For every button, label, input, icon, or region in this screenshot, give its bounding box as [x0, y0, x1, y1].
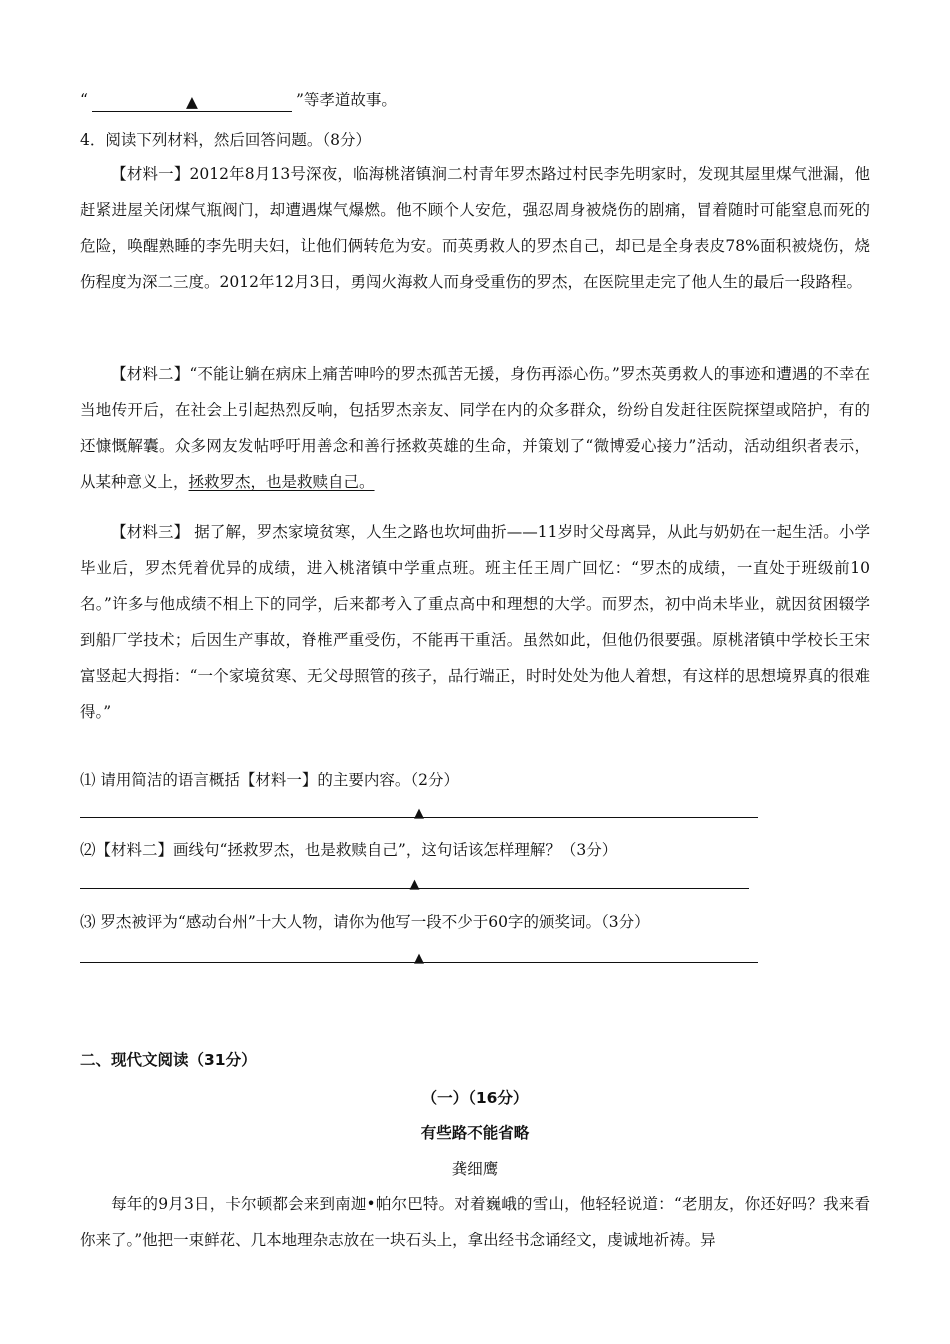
material-2-text: 【材料二】“不能让躺在病床上痛苦呻吟的罗杰孤苦无援，身伤再添心伤。”罗杰英勇救人的事迹和遭遇的不幸在当地传开后，在社会上引起热烈反响，包括罗杰亲友、同学在内的众多群众，纷纷自发赶往医院探望或陪护，有的还慷慨解囊。众多网友发帖呼吁用善念和善行拯救英雄的生命，并策划了“微博爱心接力”活动，活动组织者表示，从某种意义上， — [80, 365, 870, 491]
sub-question-3: ⑶ 罗杰被评为“感动台州”十大人物，请你为他写一段不少于60字的颁奖词。（3分） — [80, 913, 650, 931]
answer-marker: ▲ — [414, 951, 424, 966]
part-1-label: （一）（16分） — [421, 1089, 529, 1107]
answer-marker: ▲ — [409, 877, 420, 892]
article-body-text: 每年的9月3日，卡尔顿都会来到南迦•帕尔巴特。对着巍峨的雪山，他轻轻说道：“老朋友，你还好吗？我来看你来了。”他把一束鲜花、几本地理杂志放在一块石头上，拿出经书念诵经文，虔诚地祈祷。异 — [80, 1195, 870, 1249]
answer-line-2[interactable] — [80, 872, 749, 892]
material-1 — [80, 156, 870, 300]
material-2 — [80, 356, 870, 500]
answer-line-3[interactable] — [80, 946, 758, 966]
line-suffix: ”等孝道故事。 — [295, 91, 397, 109]
material-3 — [80, 514, 870, 730]
answer-line-1[interactable] — [80, 801, 758, 821]
blank-marker: ▲ — [185, 93, 198, 111]
material-1-text: 【材料一】2012年8月13号深夜，临海桃渚镇涧二村青年罗杰路过村民李先明家时，发现其屋里煤气泄漏，他赶紧进屋关闭煤气瓶阀门，却遭遇煤气爆燃。他不顾个人安危，强忍周身被烧伤的剧痛，冒着随时可能窒息而死的危险，唤醒熟睡的李先明夫妇，让他们俩转危为安。而英勇救人的罗杰自己，却已是全身表皮78%面积被烧伤，烧伤程度为深二三度。2012年12月3日，勇闯火海救人而身受重伤的罗杰，在医院里走完了他人生的最后一段路程。 — [80, 165, 870, 291]
section-2-heading: 二、现代文阅读（31分） — [80, 1051, 257, 1069]
filial-stories-line — [80, 88, 397, 112]
material-3-text: 【材料三】 据了解，罗杰家境贫寒，人生之路也坎坷曲折——11岁时父母离异，从此与奶奶在一起生活。小学毕业后，罗杰凭着优异的成绩，进入桃渚镇中学重点班。班主任王周广回忆：“罗杰的成绩，一直处于班级前10名。”许多与他成绩不相上下的同学，后来都考入了重点高中和理想的大学。而罗杰，初中尚未毕业，就因贫困辍学到船厂学技术；后因生产事故，脊椎严重受伤，不能再干重活。虽然如此，但他仍很要强。原桃渚镇中学校长王宋富竖起大拇指：“一个家境贫寒、无父母照管的孩子，品行端正，时时处处为他人着想，有这样的思想境界真的很难得。” — [80, 523, 870, 721]
article-body — [80, 1186, 870, 1258]
open-quote: “ — [80, 91, 88, 109]
article-title: 有些路不能省略 — [420, 1124, 530, 1142]
material-2-underlined-sentence: 拯救罗杰，也是救赎自己。 — [188, 473, 375, 491]
sub-question-1: ⑴ 请用简洁的语言概括【材料一】的主要内容。（2分） — [80, 771, 460, 789]
question-4-heading: 4．阅读下列材料，然后回答问题。（8分） — [80, 131, 371, 149]
article-author: 龚细鹰 — [451, 1160, 499, 1178]
answer-blank[interactable] — [92, 93, 292, 112]
sub-question-2: ⑵【材料二】画线句“拯救罗杰，也是救赎自己”，这句话该怎样理解？（3分） — [80, 841, 618, 859]
answer-marker: ▲ — [414, 806, 424, 821]
